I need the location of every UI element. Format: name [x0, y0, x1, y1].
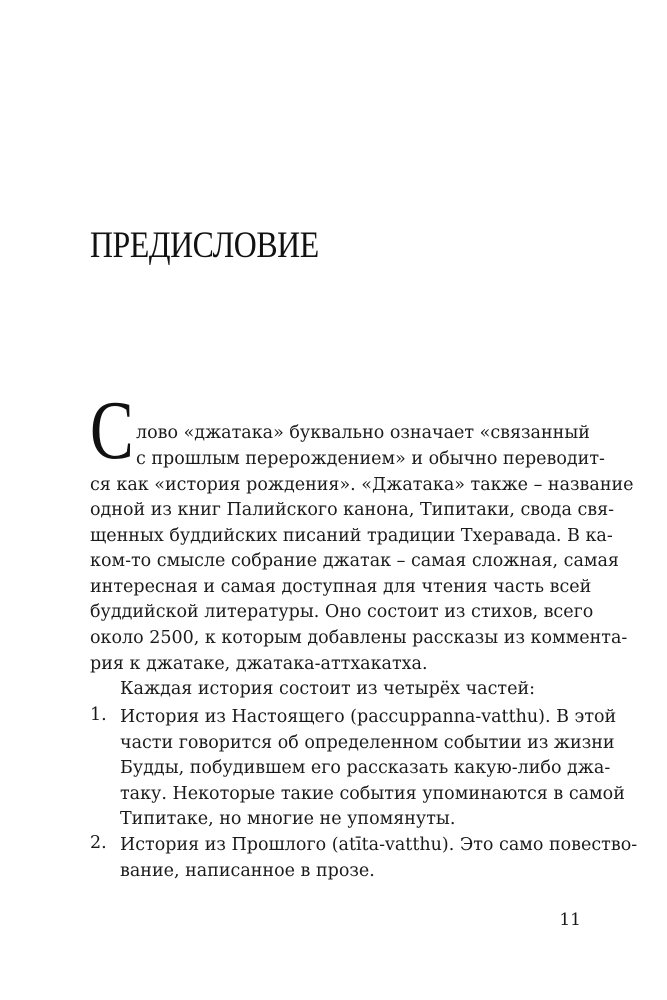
paragraph-line: ся как «история рождения». «Джатака» также – название	[90, 475, 634, 495]
page-number: 11	[559, 910, 581, 930]
paragraph-line: с прошлым перерождением» и обычно переводит-	[136, 449, 605, 469]
list-line: Типитаке, но многие не упомянуты.	[120, 809, 456, 829]
paragraph-line: лово «джатака» буквально означает «связанный	[136, 423, 590, 443]
list-line: вание, написанное в прозе.	[120, 861, 375, 881]
paragraph-line: одной из книг Палийского канона, Типитаки, свода свя-	[90, 500, 615, 520]
paragraph-line: щенных буддийских писаний традиции Тхеравада. В ка-	[90, 526, 613, 546]
chapter-heading: ПРЕДИСЛОВИЕ	[90, 225, 319, 266]
list-line: История из Настоящего (paccuppanna-vatthu). В этой	[120, 707, 617, 727]
paragraph-2: Каждая история состоит из четырёх частей:	[120, 679, 536, 699]
drop-cap	[90, 384, 134, 477]
list-number: 1.	[90, 705, 107, 725]
list-number: 2.	[90, 833, 107, 853]
paragraph-line: интересная и самая доступная для чтения часть всей	[90, 577, 592, 597]
paragraph-line: буддийской литературы. Оно состоит из стихов, всего	[90, 602, 594, 622]
paragraph-line: ком-то смысле собрание джатак – самая сложная, самая	[90, 551, 619, 571]
list-line: части говорится об определенном событии из жизни	[120, 733, 615, 753]
drop-cap-letter: С	[90, 384, 134, 477]
list-line: Будды, побудившем его рассказать какую-либо джа-	[120, 758, 611, 778]
list-line: История из Прошлого (atīta-vatthu). Это само повество-	[120, 835, 638, 855]
paragraph-line: около 2500, к которым добавлены рассказы из коммента-	[90, 628, 628, 648]
paragraph-line: рия к джатаке, джатака-аттхакатха.	[90, 654, 428, 674]
list-line: таку. Некоторые такие события упоминаются в самой	[120, 784, 625, 804]
